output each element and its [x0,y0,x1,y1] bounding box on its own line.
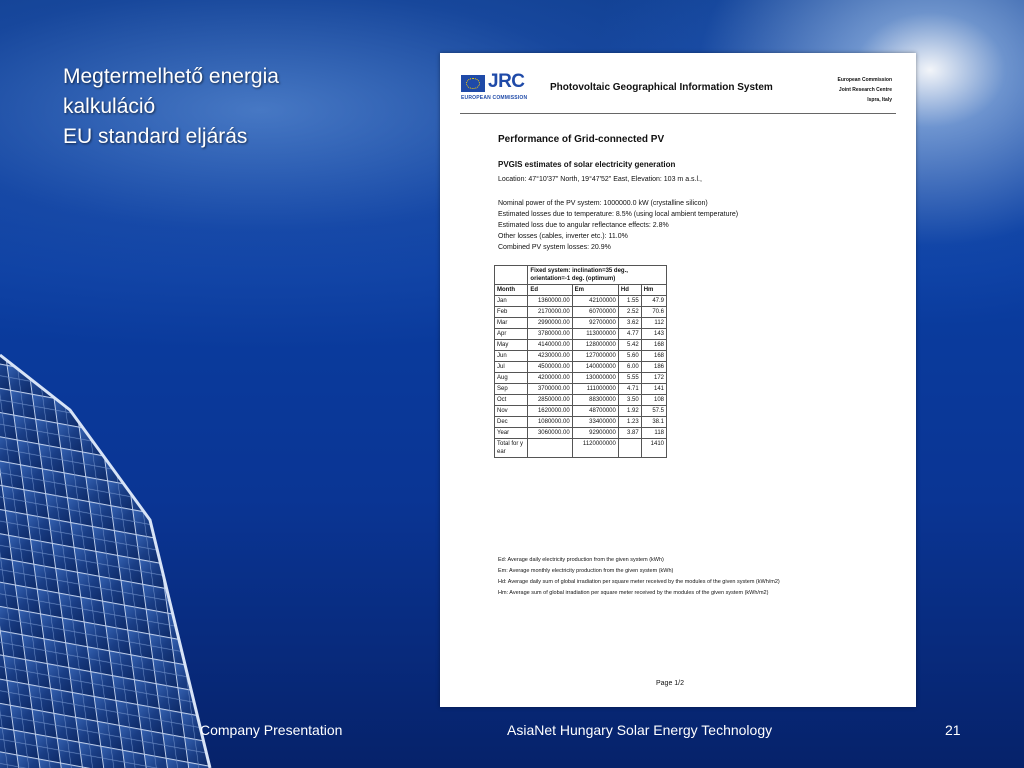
table-cell: 113000000 [572,329,618,340]
table-row-label: Dec [495,417,528,428]
table-cell: 47.9 [641,296,666,307]
table-row [495,318,667,329]
info-line: Estimated losses due to temperature: 8.5% (using local ambient temperature) [498,211,739,218]
table-cell: 88300000 [572,395,618,406]
jrc-logo [461,71,531,105]
table-row [495,439,667,458]
table-cell: 48700000 [572,406,618,417]
table-cell: 33400000 [572,417,618,428]
table-row-label: Oct [495,395,528,406]
table-cell: 5.42 [618,340,641,351]
slide-title-line: Megtermelhető energia [63,65,279,88]
table-row-label: Jun [495,351,528,362]
table-cell: 3700000.00 [528,384,572,395]
table-cell: 3.50 [618,395,641,406]
table-row-label: May [495,340,528,351]
table-cell: 70.6 [641,307,666,318]
table-cell: 4500000.00 [528,362,572,373]
table-cell: 3060000.00 [528,428,572,439]
legend-line: Ed: Average daily electricity production from the given system (kWh) [498,557,664,563]
info-line: Combined PV system losses: 20.9% [498,244,611,251]
table-row [495,406,667,417]
table-cell: 4.77 [618,329,641,340]
table-header-row [495,285,667,296]
table-cell: 3780000.00 [528,329,572,340]
table-row [495,384,667,395]
table-cell: 1.55 [618,296,641,307]
table-cell: 5.60 [618,351,641,362]
document-page-label: Page 1/2 [656,680,685,687]
table-body [495,296,667,458]
legend-line: Hm: Average sum of global irradiation per square meter received by the modules of the given system (kWh/m2) [498,590,769,596]
header-right-line: Joint Research Centre [838,87,892,93]
table-cell: 1120000000 [572,439,618,458]
table-cell [618,439,641,458]
table-caption: Fixed system: inclination=35 deg., orientation=-1 deg. (optimum) [528,266,667,285]
eu-flag-icon [461,75,485,92]
table-legend [498,555,780,599]
table-cell: 4140000.00 [528,340,572,351]
table-cell: 4230000.00 [528,351,572,362]
table-header-cell: Em [572,285,618,296]
table-cell: 6.00 [618,362,641,373]
table-cell: 2850000.00 [528,395,572,406]
footer-title: AsiaNet Hungary Solar Energy Technology [507,722,773,738]
table-row [495,307,667,318]
table-cell: 141 [641,384,666,395]
table-row-label: Mar [495,318,528,329]
table-row-label: Nov [495,406,528,417]
footer-company: Company Presentation [200,722,343,738]
jrc-logo-subtext: EUROPEAN COMMISSION [461,95,528,101]
header-divider [460,113,896,114]
table-cell: 4200000.00 [528,373,572,384]
table-cell: 112 [641,318,666,329]
info-line: Other losses (cables, inverter etc.): 11.0% [498,233,628,240]
table-row [495,329,667,340]
table-cell: 1620000.00 [528,406,572,417]
table-cell [528,439,572,458]
slide-number: 21 [945,722,961,738]
table-cell: 168 [641,340,666,351]
table-row-label: Jul [495,362,528,373]
table-cell: 92700000 [572,318,618,329]
table-cell: 1410 [641,439,666,458]
table-row-label: Year [495,428,528,439]
legend-line: Hd: Average daily sum of global irradiation per square meter received by the modules of the given system (kWh/m2) [498,579,780,585]
table-cell: 1.92 [618,406,641,417]
table-cell: 1360000.00 [528,296,572,307]
table-cell: 1.23 [618,417,641,428]
table-cell: 130000000 [572,373,618,384]
table-row [495,417,667,428]
table-header-cell: Ed [528,285,572,296]
table-cell: 143 [641,329,666,340]
legend-line: Em: Average monthly electricity production from the given system (kWh) [498,568,674,574]
table-cell: 4.71 [618,384,641,395]
table-cell: 57.5 [641,406,666,417]
table-cell: 38.1 [641,417,666,428]
slide-title-line: kalkuláció [63,95,156,118]
table-cell: 2990000.00 [528,318,572,329]
table-header-cell: Hm [641,285,666,296]
table-row-label: Total for year [495,439,528,458]
table-cell: 2170000.00 [528,307,572,318]
slide-title [63,62,279,152]
header-right-line: Ispra, Italy [867,97,892,103]
table-cell: 140000000 [572,362,618,373]
table-cell: 128000000 [572,340,618,351]
table-row [495,362,667,373]
table-cell: 5.55 [618,373,641,384]
jrc-logo-text: JRC [488,71,525,92]
table-cell: 127000000 [572,351,618,362]
table-row-label: Jan [495,296,528,307]
table-row [495,373,667,384]
table-corner-cell [495,266,528,285]
table-cell: 42100000 [572,296,618,307]
table-cell: 168 [641,351,666,362]
table-row-label: Feb [495,307,528,318]
table-cell: 172 [641,373,666,384]
table-row [495,351,667,362]
table-row [495,428,667,439]
table-cell: 3.62 [618,318,641,329]
info-line: Nominal power of the PV system: 1000000.0 kW (crystalline silicon) [498,200,708,207]
table-cell: 2.52 [618,307,641,318]
table-cell: 108 [641,395,666,406]
table-row-label: Aug [495,373,528,384]
table-cell: 186 [641,362,666,373]
header-right [838,75,892,105]
system-title: Photovoltaic Geographical Information System [550,82,773,93]
monthly-production-table [494,265,667,458]
location-line: Location: 47°10'37" North, 19°47'52" East, Elevation: 103 m a.s.l., [498,176,702,183]
table-cell: 92900000 [572,428,618,439]
table-header-cell: Month [495,285,528,296]
table-row-label: Apr [495,329,528,340]
report-subheading: PVGIS estimates of solar electricity generation [498,160,676,169]
header-right-line: European Commission [837,77,892,83]
table-cell: 1080000.00 [528,417,572,428]
table-row [495,395,667,406]
system-info [498,198,738,253]
table-row [495,340,667,351]
table-row-label: Sep [495,384,528,395]
table-cell: 118 [641,428,666,439]
table-header-cell: Hd [618,285,641,296]
table-cell: 3.87 [618,428,641,439]
table-row [495,296,667,307]
table-cell: 60700000 [572,307,618,318]
pvgis-report-page [440,53,916,707]
info-line: Estimated loss due to angular reflectance effects: 2.8% [498,222,669,229]
slide-title-line: EU standard eljárás [63,125,248,148]
table-cell: 111000000 [572,384,618,395]
report-heading: Performance of Grid-connected PV [498,134,665,145]
